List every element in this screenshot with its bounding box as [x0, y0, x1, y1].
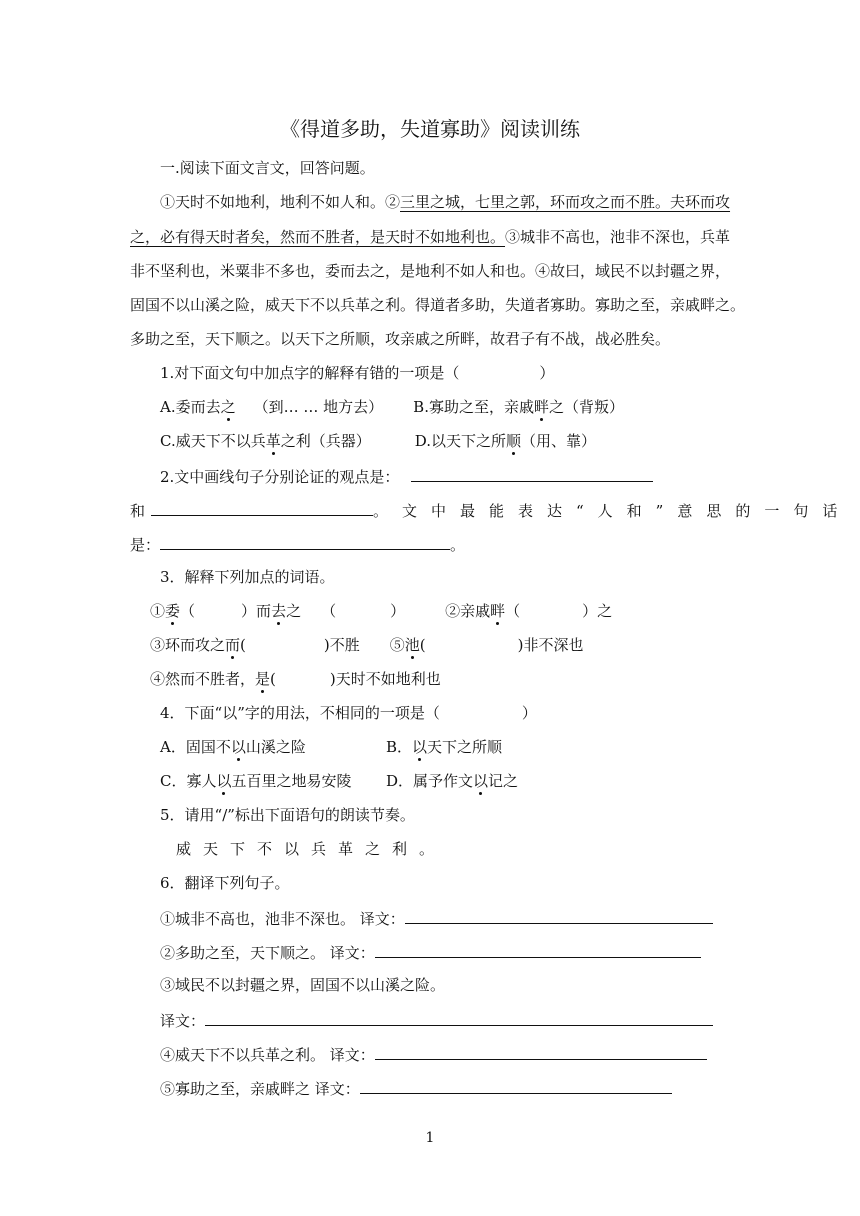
question-3-row-2: ③环而攻之而( )不胜 ⑤池( )非不深也: [150, 636, 584, 654]
question-3-row-1: ①委（ ）而去之 （ ） ②亲戚畔（ ）之: [150, 602, 613, 620]
answer-blank[interactable]: [151, 499, 373, 516]
underlined-sentence: 三里之城，七里之郭，环而攻之而不胜。夫环而攻: [400, 193, 731, 211]
question-4-options-cd: [160, 771, 730, 791]
answer-blank[interactable]: [375, 941, 701, 958]
question-6-stem: 6．翻译下列句子。: [160, 874, 290, 892]
option-c: C．寡人以五百里之地易安陵: [160, 772, 352, 790]
passage-line-4: 固国不以山溪之险，威天下不以兵革之利。得道者多助，失道者寡助。寡助之至，亲戚畔之。: [130, 296, 746, 314]
question-1-options-cd: [160, 431, 730, 451]
translation-1: ①城非不高也，池非不深也。 译文：: [160, 907, 730, 929]
question-2-line-2: 和 。文中最能表达“人和”意思的一句话: [130, 499, 730, 521]
translation-2: ②多助之至，天下顺之。 译文：: [160, 941, 730, 963]
answer-blank[interactable]: [160, 533, 450, 550]
question-3-stem: 3．解释下列加点的词语。: [160, 568, 335, 586]
page-number: 1: [425, 1130, 435, 1146]
page-title: 《得道多助，失道寡助》阅读训练: [280, 117, 580, 141]
answer-blank[interactable]: [405, 907, 713, 924]
section-heading: 一.阅读下面文言文，回答问题。: [160, 159, 375, 177]
passage-line-2: 之，必有得天时者矣，然而不胜者，是天时不如地利也。③城非不高也，池非不深也，兵革: [130, 228, 731, 246]
option-a: A.委而去之 （到… … 地方去）: [160, 398, 384, 416]
option-b: B.寡助之至，亲戚畔之（背叛）: [413, 398, 624, 416]
option-a: A．固国不以山溪之险: [160, 738, 306, 756]
option-c: C.威天下不以兵革之利（兵器）: [160, 432, 371, 450]
question-1-options-ab: [160, 397, 730, 417]
option-b: B．以天下之所顺: [386, 738, 503, 756]
question-5-sentence: 威天下不以兵革之利。: [176, 840, 447, 858]
answer-blank[interactable]: [360, 1077, 672, 1094]
question-1-stem: 1.对下面文句中加点字的解释有错的一项是（ ）: [160, 364, 555, 382]
question-2-stem: 2.文中画线句子分别论证的观点是：: [160, 465, 730, 487]
option-d: D．属予作文以记之: [386, 772, 519, 790]
question-2-line-3: 是： 。: [130, 533, 730, 555]
passage-line-1: ①天时不如地利，地利不如人和。②三里之城，七里之郭，环而攻之而不胜。夫环而攻: [160, 193, 731, 211]
translation-5: ⑤寡助之至，亲戚畔之 译文：: [160, 1077, 730, 1099]
question-4-stem: 4．下面“以”字的用法，不相同的一项是（ ）: [160, 704, 537, 722]
answer-blank[interactable]: [375, 1043, 707, 1060]
question-4-options-ab: [160, 737, 730, 757]
translation-3-answer: 译文：: [160, 1009, 730, 1031]
translation-4: ④威天下不以兵革之利。 译文：: [160, 1043, 730, 1065]
underlined-sentence: 之，必有得天时者矣，然而不胜者，是天时不如地利也。: [130, 228, 506, 246]
answer-blank[interactable]: [205, 1009, 713, 1026]
question-5-stem: 5．请用“/”标出下面语句的朗读节奏。: [160, 806, 415, 824]
passage-line-3: 非不坚利也，米粟非不多也，委而去之，是地利不如人和也。④故曰，域民不以封疆之界，: [130, 262, 731, 280]
passage-line-5: 多助之至，天下顺之。以天下之所顺，攻亲戚之所畔，故君子有不战，战必胜矣。: [130, 330, 671, 348]
option-d: D.以天下之所顺（用、靠）: [414, 432, 597, 450]
translation-3: ③域民不以封疆之界，固国不以山溪之险。: [160, 976, 446, 994]
answer-blank[interactable]: [411, 465, 653, 482]
question-3-row-3: ④然而不胜者，是( )天时不如地利也: [150, 670, 441, 688]
